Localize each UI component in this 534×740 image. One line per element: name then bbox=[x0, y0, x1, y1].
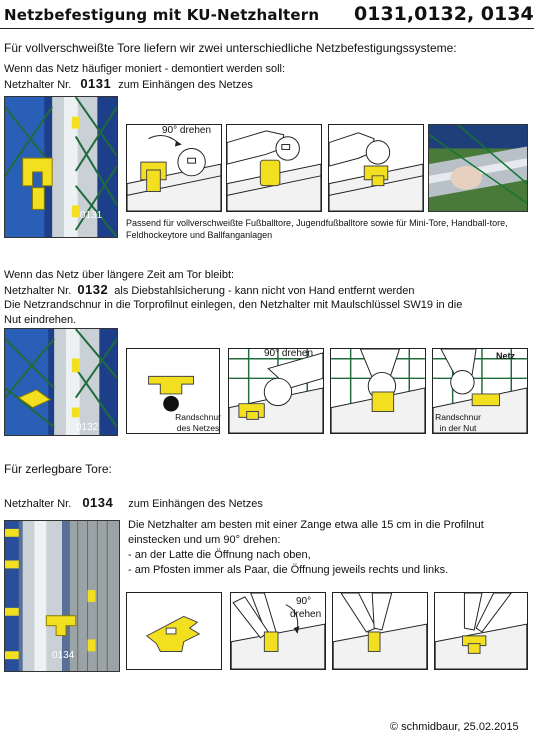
section2-label-suffix: als Diebstahlsicherung - kann nicht von Hand entfernt werden bbox=[114, 285, 415, 297]
section1-label bbox=[4, 77, 253, 92]
diagram-0132-groove-label: Randschnur in der Nut bbox=[435, 412, 481, 433]
photo-netzhalter-0132 bbox=[4, 328, 118, 436]
diagram-0134-turn-label-2: drehen bbox=[290, 609, 322, 620]
diagram-0131-turn-label: 90° drehen bbox=[162, 125, 212, 136]
section2-number: 0132 bbox=[77, 282, 109, 297]
diagram-0134-turn-label-1: 90° bbox=[296, 596, 312, 607]
photo-0132-label: 0132 bbox=[76, 422, 99, 433]
article-numbers: 0131,0132, 0134 bbox=[354, 3, 534, 25]
diagram-0134-pliers-seated bbox=[434, 592, 528, 670]
page-title: Netzbefestigung mit KU-Netzhaltern bbox=[4, 6, 320, 24]
photo-0131-label: 0131 bbox=[80, 210, 103, 221]
section3-label-suffix: zum Einhängen des Netzes bbox=[128, 498, 263, 510]
intro-text: Für vollverschweißte Tore liefern wir zwei unterschiedliche Netzbefestigungssysteme: bbox=[4, 41, 457, 55]
photo-0134-label: 0134 bbox=[52, 650, 75, 661]
section3-instr2: einstecken und um 90° drehen: bbox=[128, 534, 281, 546]
section3-label-prefix: Netzhalter Nr. bbox=[4, 498, 72, 510]
diagram-0134-profile bbox=[126, 592, 222, 670]
diagram-0132-cord-label: Randschnur des Netzes bbox=[175, 412, 221, 433]
section3-instr3: - an der Latte die Öffnung nach oben, bbox=[128, 549, 311, 561]
diagram-0131-seated bbox=[328, 124, 424, 212]
diagram-0134-pliers-insert bbox=[332, 592, 428, 670]
section2-line3: Die Netzrandschnur in die Torprofilnut einlegen, den Netzhalter mit Maulschlüssel SW19 in die bbox=[4, 299, 463, 311]
diagram-0131-turn bbox=[126, 124, 222, 212]
section2-line1: Wenn das Netz über längere Zeit am Tor bleibt: bbox=[4, 269, 235, 281]
section1-line1: Wenn das Netz häufiger moniert - demontiert werden soll: bbox=[4, 63, 286, 75]
section3-instr1: Die Netzhalter am besten mit einer Zange etwa alle 15 cm in die Profilnut bbox=[128, 519, 484, 531]
section3-number: 0134 bbox=[82, 495, 114, 510]
section1-label-prefix: Netzhalter Nr. bbox=[4, 79, 72, 91]
section1-number: 0131 bbox=[80, 76, 112, 91]
section2-label-prefix: Netzhalter Nr. bbox=[4, 285, 72, 297]
section1-note: Passend für vollverschweißte Fußballtore, Jugendfußballtore sowie für Mini-Tore, Handball-tore, Feldhockeytore und Ballfanganlagen bbox=[126, 218, 508, 240]
footer-copyright: © schmidbaur, 25.02.2015 bbox=[390, 721, 519, 733]
diagram-0134-pliers-turn bbox=[230, 592, 326, 670]
diagram-0131-wrench bbox=[226, 124, 322, 212]
section2-line4: Nut eindrehen. bbox=[4, 314, 77, 326]
header-divider bbox=[0, 28, 534, 29]
diagram-0132-turn bbox=[228, 348, 324, 434]
section1-label-suffix: zum Einhängen des Netzes bbox=[118, 79, 253, 91]
diagram-0132-wrench bbox=[330, 348, 426, 434]
diagram-0132-turn-label: 90° drehen bbox=[264, 348, 314, 359]
section2-label bbox=[4, 283, 415, 298]
section3-instr4: - am Pfosten immer als Paar, die Öffnung jeweils rechts und links. bbox=[128, 564, 449, 576]
diagram-0132-net-label: Netz bbox=[496, 351, 516, 361]
section3-label bbox=[4, 496, 263, 511]
photo-0131-installation bbox=[428, 124, 528, 212]
section3-heading: Für zerlegbare Tore: bbox=[4, 462, 112, 476]
